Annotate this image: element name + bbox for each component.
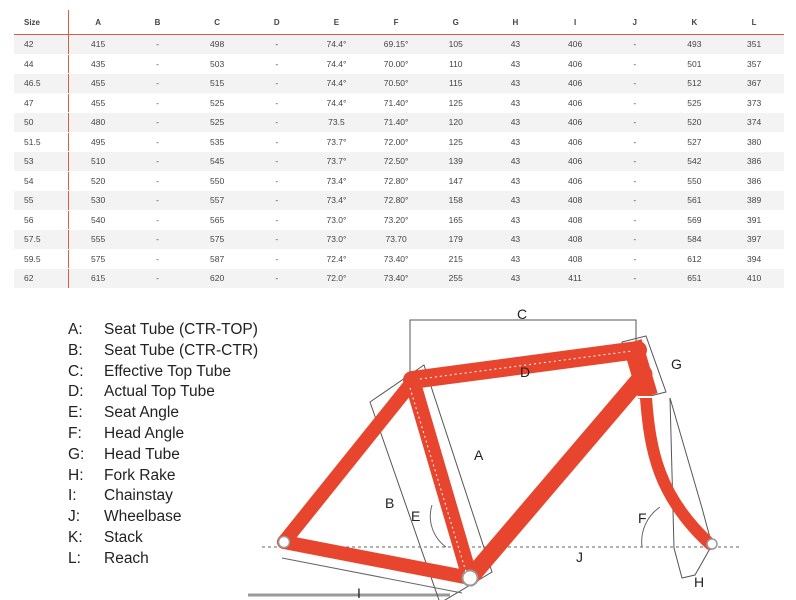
table-cell: 179 — [426, 230, 486, 250]
table-cell: 397 — [724, 230, 784, 250]
legend-label: Stack — [104, 528, 143, 546]
table-cell: 43 — [486, 132, 546, 152]
table-cell: - — [128, 269, 188, 289]
column-header-l: L — [724, 10, 784, 35]
table-cell: 51.5 — [14, 132, 68, 152]
table-cell: 651 — [665, 269, 725, 289]
table-cell: - — [605, 113, 665, 133]
table-cell: - — [605, 171, 665, 191]
column-header-h: H — [486, 10, 546, 35]
table-cell: 386 — [724, 152, 784, 172]
table-cell: 50 — [14, 113, 68, 133]
table-cell: - — [128, 249, 188, 269]
table-cell: 587 — [187, 249, 247, 269]
table-cell: - — [128, 230, 188, 250]
label-g: G — [671, 356, 682, 372]
table-cell: - — [247, 249, 307, 269]
table-cell: - — [247, 230, 307, 250]
table-cell: 357 — [724, 54, 784, 74]
table-cell: 43 — [486, 74, 546, 94]
table-cell: - — [247, 210, 307, 230]
table-cell: 62 — [14, 269, 68, 289]
label-f: F — [638, 510, 647, 526]
table-cell: - — [247, 113, 307, 133]
table-cell: 72.00° — [366, 132, 426, 152]
table-cell: 73.40° — [366, 269, 426, 289]
table-cell: 165 — [426, 210, 486, 230]
table-cell: 73.20° — [366, 210, 426, 230]
column-header-c: C — [187, 10, 247, 35]
table-cell: 455 — [68, 93, 128, 113]
legend-letter: B: — [68, 341, 83, 359]
table-cell: 542 — [665, 152, 725, 172]
legend-letter: L: — [68, 549, 81, 567]
table-cell: 406 — [545, 35, 605, 55]
table-cell: 43 — [486, 113, 546, 133]
table-cell: 105 — [426, 35, 486, 55]
table-cell: 74.4° — [307, 74, 367, 94]
table-cell: 406 — [545, 54, 605, 74]
table-cell: 70.50° — [366, 74, 426, 94]
table-cell: - — [247, 191, 307, 211]
table-cell: 59.5 — [14, 249, 68, 269]
table-cell: - — [605, 74, 665, 94]
legend-letter: I: — [68, 487, 77, 505]
table-cell: 527 — [665, 132, 725, 152]
table-cell: - — [247, 132, 307, 152]
table-cell: - — [605, 269, 665, 289]
table-cell: 408 — [545, 210, 605, 230]
table-cell: - — [128, 171, 188, 191]
table-cell: 406 — [545, 171, 605, 191]
table-cell: 373 — [724, 93, 784, 113]
table-cell: - — [128, 191, 188, 211]
table-cell: 575 — [68, 249, 128, 269]
table-cell: 561 — [665, 191, 725, 211]
table-cell: 503 — [187, 54, 247, 74]
table-cell: 545 — [187, 152, 247, 172]
legend-letter: K: — [68, 528, 83, 546]
table-cell: 394 — [724, 249, 784, 269]
legend-letter: C: — [68, 362, 84, 380]
column-header-b: B — [128, 10, 188, 35]
table-cell: 530 — [68, 191, 128, 211]
table-cell: 43 — [486, 191, 546, 211]
table-cell: 406 — [545, 132, 605, 152]
legend-letter: J: — [68, 508, 81, 526]
legend-letter: E: — [68, 404, 83, 422]
table-cell: - — [128, 210, 188, 230]
table-cell: 73.4° — [307, 171, 367, 191]
table-cell: - — [128, 93, 188, 113]
table-cell: 43 — [486, 93, 546, 113]
table-cell: 73.0° — [307, 210, 367, 230]
table-cell: 43 — [486, 269, 546, 289]
table-cell: 125 — [426, 132, 486, 152]
table-cell: 71.40° — [366, 113, 426, 133]
table-cell: 43 — [486, 171, 546, 191]
table-cell: 43 — [486, 249, 546, 269]
table-cell: 74.4° — [307, 54, 367, 74]
table-cell: - — [128, 113, 188, 133]
table-cell: 69.15° — [366, 35, 426, 55]
table-cell: - — [128, 152, 188, 172]
table-cell: - — [605, 210, 665, 230]
legend-label: Wheelbase — [104, 508, 182, 526]
table-cell: 455 — [68, 74, 128, 94]
table-cell: 70.00° — [366, 54, 426, 74]
legend-label: Seat Tube (CTR-TOP) — [104, 321, 258, 338]
table-cell: 73.70 — [366, 230, 426, 250]
table-cell: 158 — [426, 191, 486, 211]
table-cell: 569 — [665, 210, 725, 230]
table-cell: - — [128, 132, 188, 152]
label-i: I — [357, 585, 361, 600]
fork-rake-dimension-box — [670, 398, 712, 578]
legend-label: Reach — [104, 549, 149, 567]
table-cell: 72.80° — [366, 191, 426, 211]
table-cell: 565 — [187, 210, 247, 230]
table-cell: 147 — [426, 171, 486, 191]
legend-label: Seat Angle — [104, 404, 179, 422]
label-e: E — [411, 508, 421, 524]
table-cell: 42 — [14, 35, 68, 55]
table-cell: 408 — [545, 230, 605, 250]
table-cell: 71.40° — [366, 93, 426, 113]
table-cell: 386 — [724, 171, 784, 191]
table-cell: 215 — [426, 249, 486, 269]
table-cell: 54 — [14, 171, 68, 191]
table-cell: 43 — [486, 35, 546, 55]
table-cell: 72.4° — [307, 249, 367, 269]
column-header-a: A — [68, 10, 128, 35]
table-cell: 520 — [68, 171, 128, 191]
table-cell: 540 — [68, 210, 128, 230]
legend-letter: D: — [68, 383, 84, 401]
table-cell: - — [247, 93, 307, 113]
table-cell: 43 — [486, 152, 546, 172]
table-cell: 351 — [724, 35, 784, 55]
table-cell: 53 — [14, 152, 68, 172]
table-cell: 612 — [665, 249, 725, 269]
table-cell: 73.7° — [307, 152, 367, 172]
table-cell: 43 — [486, 54, 546, 74]
legend-label: Head Angle — [104, 424, 185, 442]
column-header-k: K — [665, 10, 725, 35]
table-cell: 389 — [724, 191, 784, 211]
table-cell: 406 — [545, 152, 605, 172]
table-cell: - — [247, 152, 307, 172]
label-d: D — [520, 364, 531, 380]
bottom-bracket — [463, 571, 478, 586]
table-cell: 584 — [665, 230, 725, 250]
table-cell: - — [605, 152, 665, 172]
table-cell: 43 — [486, 210, 546, 230]
column-header-i: I — [545, 10, 605, 35]
table-cell: 510 — [68, 152, 128, 172]
legend-label: Seat Tube (CTR-CTR) — [104, 341, 259, 359]
table-cell: 408 — [545, 249, 605, 269]
fork — [646, 398, 710, 544]
table-cell: - — [247, 269, 307, 289]
table-cell: 73.40° — [366, 249, 426, 269]
table-cell: 367 — [724, 74, 784, 94]
table-cell: 480 — [68, 113, 128, 133]
table-cell: 520 — [665, 113, 725, 133]
table-cell: 512 — [665, 74, 725, 94]
table-cell: 415 — [68, 35, 128, 55]
table-cell: 498 — [187, 35, 247, 55]
legend-letter: G: — [68, 445, 85, 463]
table-cell: - — [128, 54, 188, 74]
legend-label: Chainstay — [104, 487, 173, 505]
table-cell: 391 — [724, 210, 784, 230]
table-cell: - — [605, 54, 665, 74]
rear-dropout — [279, 537, 290, 548]
table-cell: 406 — [545, 113, 605, 133]
label-b: B — [385, 495, 395, 511]
table-cell: - — [605, 230, 665, 250]
table-cell: 411 — [545, 269, 605, 289]
table-cell: 550 — [665, 171, 725, 191]
table-cell: 44 — [14, 54, 68, 74]
table-cell: 72.80° — [366, 171, 426, 191]
table-cell: - — [605, 191, 665, 211]
column-header-d: D — [247, 10, 307, 35]
table-cell: 615 — [68, 269, 128, 289]
table-cell: - — [247, 35, 307, 55]
table-cell: - — [247, 74, 307, 94]
label-c: C — [517, 306, 528, 322]
table-cell: - — [247, 54, 307, 74]
table-cell: - — [128, 74, 188, 94]
column-header-f: F — [366, 10, 426, 35]
legend-label: Head Tube — [104, 445, 180, 463]
table-cell: 495 — [68, 132, 128, 152]
table-cell: 406 — [545, 74, 605, 94]
table-cell: 557 — [187, 191, 247, 211]
table-cell: 550 — [187, 171, 247, 191]
column-header-e: E — [307, 10, 367, 35]
table-cell: 57.5 — [14, 230, 68, 250]
table-cell: 46.5 — [14, 74, 68, 94]
column-header-g: G — [426, 10, 486, 35]
table-cell: 435 — [68, 54, 128, 74]
table-cell: 47 — [14, 93, 68, 113]
table-cell: 493 — [665, 35, 725, 55]
table-cell: 406 — [545, 93, 605, 113]
table-cell: - — [605, 35, 665, 55]
table-cell: 555 — [68, 230, 128, 250]
table-cell: 408 — [545, 191, 605, 211]
table-cell: 515 — [187, 74, 247, 94]
table-cell: 374 — [724, 113, 784, 133]
legend-letter: A: — [68, 321, 83, 338]
table-cell: 74.4° — [307, 35, 367, 55]
table-cell: 575 — [187, 230, 247, 250]
table-cell: 43 — [486, 230, 546, 250]
table-cell: 410 — [724, 269, 784, 289]
column-header-j: J — [605, 10, 665, 35]
legend-label: Actual Top Tube — [104, 383, 215, 401]
table-cell: 110 — [426, 54, 486, 74]
table-cell: 115 — [426, 74, 486, 94]
legend-label: Effective Top Tube — [104, 362, 231, 380]
table-cell: 139 — [426, 152, 486, 172]
label-a: A — [474, 447, 484, 463]
table-cell: 73.4° — [307, 191, 367, 211]
table-cell: 525 — [187, 113, 247, 133]
table-cell: 525 — [187, 93, 247, 113]
table-cell: - — [605, 132, 665, 152]
legend-label: Fork Rake — [104, 466, 176, 484]
front-dropout — [707, 539, 717, 549]
table-cell: 55 — [14, 191, 68, 211]
table-cell: - — [247, 171, 307, 191]
table-cell: 73.0° — [307, 230, 367, 250]
table-cell: 380 — [724, 132, 784, 152]
label-j: J — [576, 549, 583, 565]
table-cell: 255 — [426, 269, 486, 289]
label-h: H — [694, 574, 705, 590]
table-cell: 73.5 — [307, 113, 367, 133]
table-cell: - — [128, 35, 188, 55]
legend-letter: H: — [68, 466, 84, 484]
table-cell: 72.50° — [366, 152, 426, 172]
table-cell: 535 — [187, 132, 247, 152]
table-cell: 73.7° — [307, 132, 367, 152]
table-cell: 72.0° — [307, 269, 367, 289]
table-cell: 525 — [665, 93, 725, 113]
table-cell: 56 — [14, 210, 68, 230]
legend-letter: F: — [68, 424, 82, 442]
table-cell: 620 — [187, 269, 247, 289]
table-cell: 125 — [426, 93, 486, 113]
table-cell: - — [605, 93, 665, 113]
table-cell: 120 — [426, 113, 486, 133]
bike-frame — [284, 342, 710, 578]
table-cell: 74.4° — [307, 93, 367, 113]
table-cell: - — [605, 249, 665, 269]
table-cell: 501 — [665, 54, 725, 74]
column-header-size: Size — [14, 10, 68, 35]
seat-stay — [284, 380, 414, 542]
